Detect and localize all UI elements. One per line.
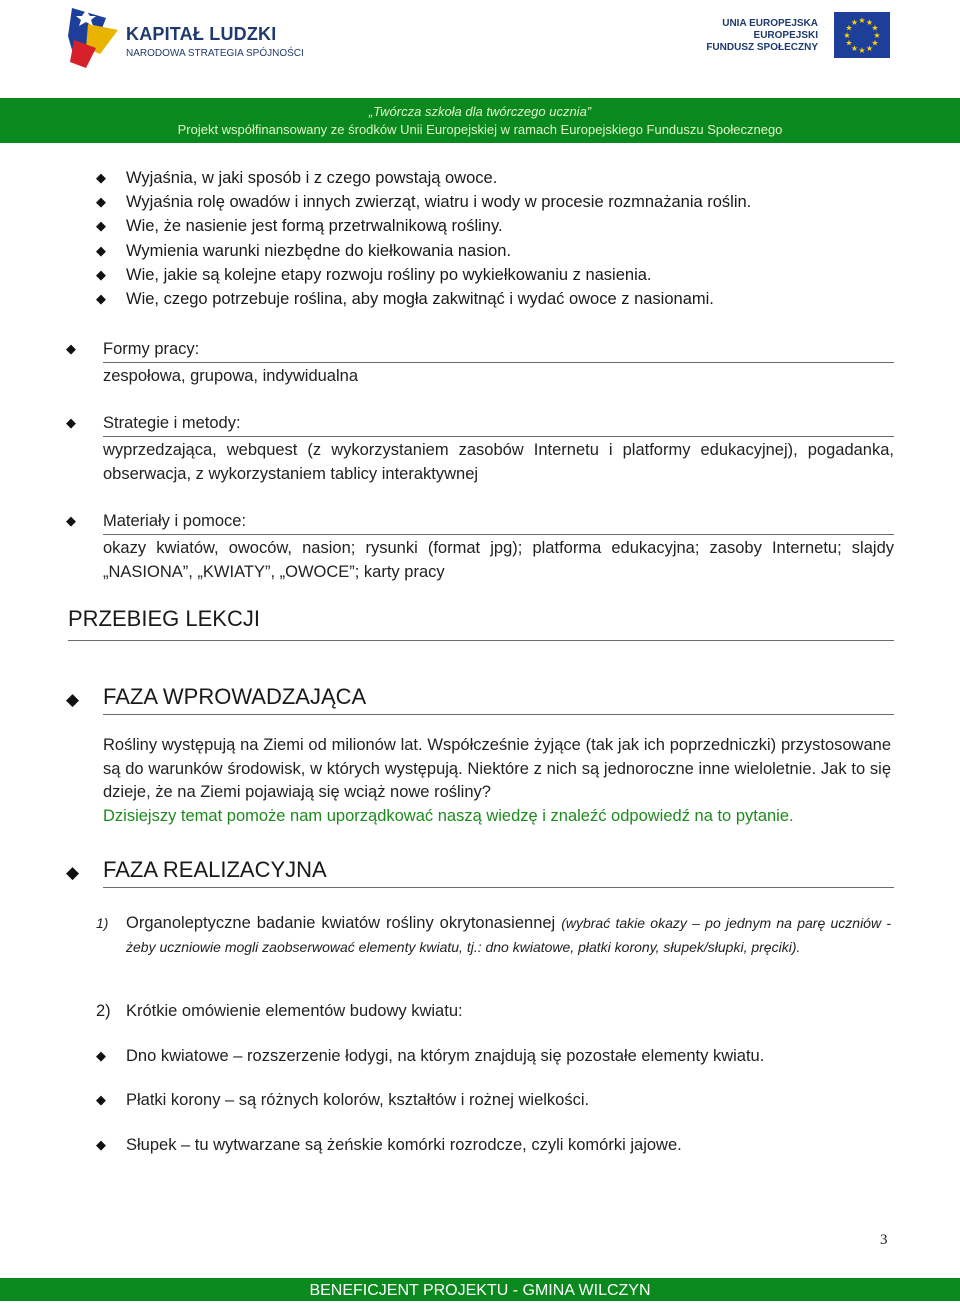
kapital-ludzki-emblem (66, 4, 122, 70)
footer-beneficiary: BENEFICJENT PROJEKTU - GMINA WILCZYN (0, 1278, 960, 1301)
divider (103, 714, 894, 715)
faza-wprowadzajaca-text (103, 734, 891, 829)
logo-title: KAPITAŁ LUDZKI (126, 24, 277, 44)
eu-star-icon: ★ (850, 43, 859, 53)
faza-realizacyjna-heading (66, 855, 894, 887)
section-title: Formy pracy: (103, 340, 200, 358)
diamond-bullet-icon: ◆ (66, 513, 76, 528)
eu-star-icon: ★ (871, 23, 879, 33)
diamond-bullet-icon: ◆ (66, 341, 76, 356)
faza-wprowadzajaca-heading (66, 682, 894, 714)
section-body: okazy kwiatów, owoców, nasion; rysunki (format jpg); platforma edukacyjna; zasoby Internetu; slajdy „NASIONA”, „KWIATY”, „OWOCE”; karty pracy (103, 539, 894, 581)
task-note: (wybrać takie okazy – po jednym na parę uczniów - żeby uczniowie mogli zaobserwować elementy kwiatu, tj.: dno kwiatowe, płatki korony, słupek/słupki, pręciki). (126, 915, 891, 955)
section-title: Strategie i metody: (103, 414, 241, 432)
eu-line1: UNIA EUROPEJSKA (722, 18, 818, 29)
diamond-bullet-icon: ◆ (96, 170, 106, 185)
section-heading (66, 508, 894, 534)
objective-text: Wie, czego potrzebuje roślina, aby mogła zakwitnąć i wydać owoce z nasionami. (126, 289, 714, 308)
project-motto: „Twórcza szkoła dla twórczego ucznia” (368, 104, 592, 119)
divider (103, 362, 894, 363)
list-item (96, 214, 751, 238)
diamond-bullet-icon: ◆ (96, 1137, 106, 1152)
diamond-bullet-icon: ◆ (66, 415, 76, 430)
diamond-bullet-icon: ◆ (96, 218, 106, 234)
divider (103, 887, 894, 888)
objectives-list (96, 166, 751, 311)
eu-star-icon: ★ (858, 46, 866, 55)
section-formy-pracy (66, 336, 894, 388)
task-text: Organoleptyczne badanie kwiatów rośliny okrytonasiennej (126, 914, 556, 932)
kapital-ludzki-logo (66, 4, 304, 74)
eu-star-icon: ★ (843, 31, 851, 40)
list-item (96, 239, 751, 263)
list-item (96, 166, 751, 190)
list-item (96, 1133, 682, 1157)
list-item (96, 287, 751, 311)
faza-title: FAZA WPROWADZAJĄCA (103, 684, 367, 709)
logo-subtitle: NARODOWA STRATEGIA SPÓJNOŚCI (126, 48, 304, 59)
diamond-bullet-icon: ◆ (96, 194, 106, 210)
eu-star-icon: ★ (858, 16, 866, 25)
intro-question-text: Dzisiejszy temat pomoże nam uporządkować naszą wiedzę i znaleźć odpowiedź na to pytanie. (103, 807, 794, 826)
diamond-bullet-icon: ◆ (66, 863, 80, 882)
section-title: Materiały i pomoce: (103, 512, 247, 530)
task-text: Krótkie omówienie elementów budowy kwiatu: (126, 1002, 463, 1020)
section-body: zespołowa, grupowa, indywidualna (103, 367, 358, 385)
objective-text: Wyjaśnia rolę owadów i innych zwierząt, wiatru i wody w procesie rozmnażania roślin. (126, 193, 752, 212)
divider (103, 534, 894, 535)
eu-line3: FUNDUSZ SPOŁECZNY (706, 42, 818, 53)
task-body (126, 911, 891, 959)
eu-logo-text (706, 18, 818, 54)
flower-part-text: Płatki korony – są różnych kolorów, kształtów i rożnej wielkości. (126, 1091, 590, 1109)
eu-star-icon: ★ (871, 38, 879, 48)
diamond-bullet-icon: ◆ (96, 1048, 106, 1063)
eu-star-icon: ★ (850, 18, 859, 28)
objective-text: Wyjaśnia, w jaki sposób i z czego powstają owoce. (126, 169, 498, 187)
przebieg-lekcji-heading: PRZEBIEG LEKCJI (68, 606, 894, 641)
list-item (96, 190, 751, 214)
eu-star-icon: ★ (873, 31, 881, 40)
diamond-bullet-icon: ◆ (96, 242, 106, 258)
objective-text: Wymienia warunki niezbędne do kiełkowania nasion. (126, 241, 512, 260)
faza-title: FAZA REALIZACYJNA (103, 857, 327, 882)
eu-star-icon: ★ (865, 43, 874, 53)
section-heading (66, 336, 894, 362)
eu-flag-icon (834, 12, 890, 58)
eu-star-icon: ★ (845, 23, 853, 33)
section-body: wyprzedzająca, webquest (z wykorzystaniem zasobów Internetu i platformy edukacyjnej), pogadanka, obserwacja, z wykorzystaniem tablicy interaktywnej (103, 441, 894, 483)
flower-part-text: Słupek – tu wytwarzane są żeńskie komórki rozrodcze, czyli komórki jajowe. (126, 1136, 682, 1154)
list-item (96, 263, 751, 287)
project-band (0, 98, 960, 143)
page-number: 3 (880, 1232, 888, 1248)
task-item-1 (96, 911, 891, 959)
list-item (96, 1044, 764, 1068)
diamond-bullet-icon: ◆ (66, 690, 80, 709)
intro-text: Rośliny występują na Ziemi od milionów lat. Współcześnie żyjące (tak jak ich poprzedniczki) przystosowane są do warunków środowisk, w których występują. Niektóre z nich są jednoroczne inne wieloletnie. Jak to się dzieje, że na Ziemi pojawiają się wciąż nowe rośliny? (103, 736, 891, 802)
objective-text: Wie, że nasienie jest formą przetrwalnikową rośliny. (126, 217, 503, 236)
project-cofinanced: Projekt współfinansowany ze środków Unii Europejskiej w ramach Europejskiego Funduszu Społecznego (177, 122, 783, 137)
list-item (96, 1088, 589, 1112)
section-materialy (66, 508, 894, 584)
section-heading (66, 410, 894, 436)
task-number: 1) (96, 915, 109, 931)
objective-text: Wie, jakie są kolejne etapy rozwoju rośliny po wykiełkowaniu z nasienia. (126, 265, 652, 284)
section-strategie (66, 410, 894, 486)
divider (103, 436, 894, 437)
flower-part-text: Dno kwiatowe – rozszerzenie łodygi, na którym znajdują się pozostałe elementy kwiatu. (126, 1047, 765, 1065)
eu-logo (706, 12, 898, 62)
task-item-2 (96, 999, 891, 1023)
task-number: 2) (96, 1002, 111, 1020)
eu-star-icon: ★ (845, 38, 853, 48)
diamond-bullet-icon: ◆ (96, 290, 106, 306)
eu-line2: EUROPEJSKI (753, 30, 818, 41)
eu-star-icon: ★ (865, 18, 874, 28)
diamond-bullet-icon: ◆ (96, 1092, 106, 1107)
diamond-bullet-icon: ◆ (96, 266, 106, 282)
